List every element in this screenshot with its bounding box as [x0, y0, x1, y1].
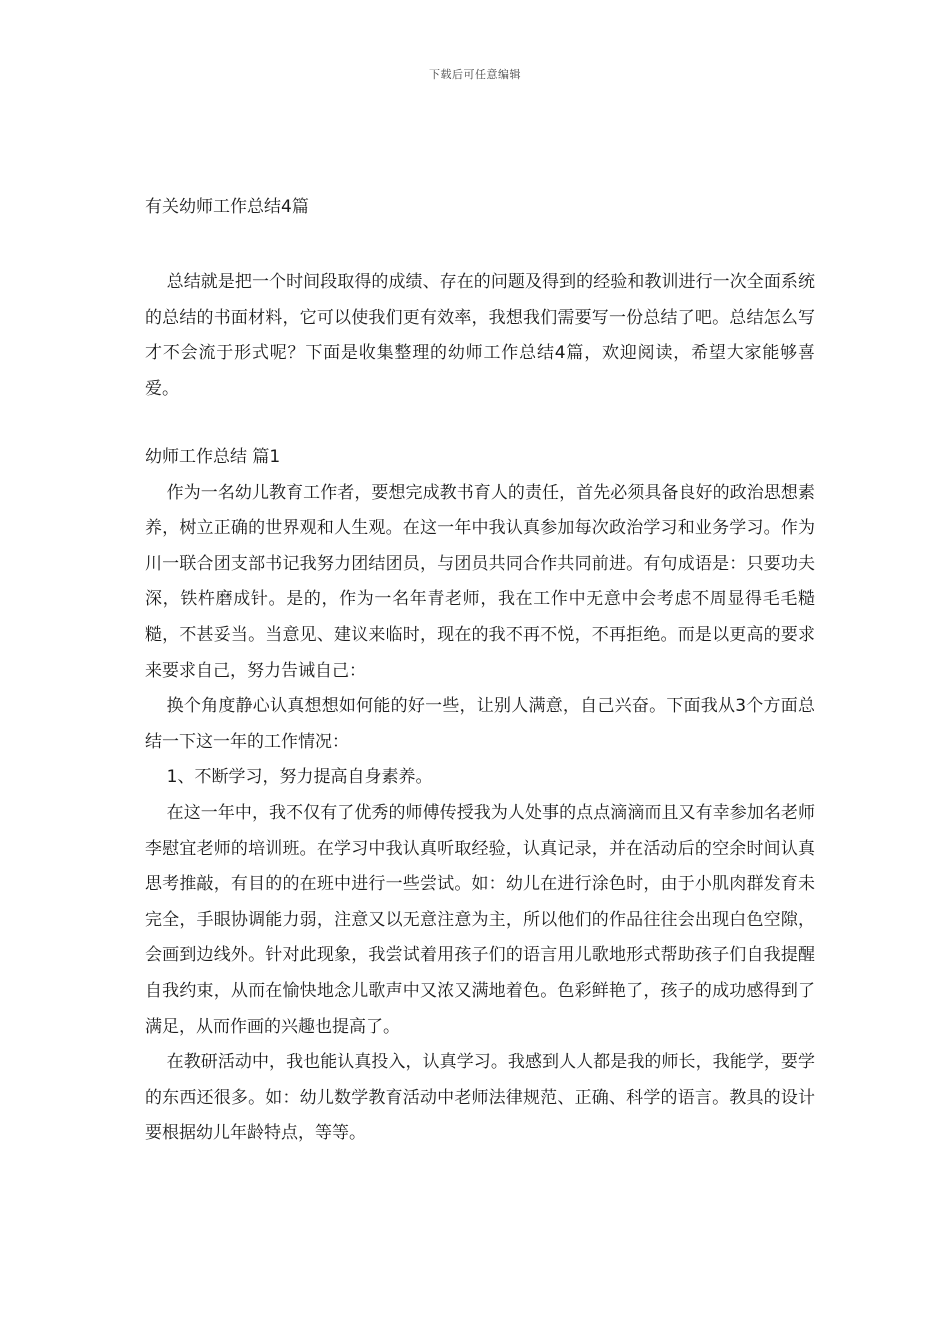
section-heading: 幼师工作总结 篇1	[145, 447, 281, 467]
header-note: 下载后可任意编辑	[429, 68, 521, 81]
section-1	[145, 440, 815, 1152]
intro-paragraph: 总结就是把一个时间段取得的成绩、存在的问题及得到的经验和教训进行一次全面系统的总结的书面材料，它可以使我们更有效率，我想我们需要写一份总结了吧。总结怎么写才不会流于形式呢？下面是收集整理的幼师工作总结4篇，欢迎阅读，希望大家能够喜爱。	[145, 272, 815, 399]
paragraph-3: 1、不断学习，努力提高自身素养。	[166, 767, 433, 788]
paragraph-2: 换个角度静心认真想想如何能的好一些，让别人满意，自己兴奋。下面我从3个方面总结一下这一年的工作情况：	[145, 696, 815, 752]
paragraph-1: 作为一名幼儿教育工作者，要想完成教书育人的责任，首先必须具备良好的政治思想素养，树立正确的世界观和人生观。在这一年中我认真参加每次政治学习和业务学习。作为川一联合团支部书记我努力团结团员，与团员共同合作共同前进。有句成语是：只要功夫深，铁杵磨成针。是的，作为一名年青老师，我在工作中无意中会考虑不周显得毛毛糙糙，不甚妥当。当意见、建议来临时，现在的我不再不悦，不再拒绝。而是以更高的要求来要求自己，努力告诫自己：	[145, 482, 815, 681]
document-title: 有关幼师工作总结4篇	[145, 197, 309, 217]
paragraph-5: 在教研活动中，我也能认真投入，认真学习。我感到人人都是我的师长，我能学，要学的东西还很多。如：幼儿数学教育活动中老师法律规范、正确、科学的语言。教具的设计要根据幼儿年龄特点，等等。	[145, 1052, 815, 1144]
intro-block	[145, 265, 815, 407]
paragraph-4: 在这一年中，我不仅有了优秀的师傅传授我为人处事的点点滴滴而且又有幸参加名老师李慰宜老师的培训班。在学习中我认真听取经验，认真记录，并在活动后的空余时间认真思考推敲，有目的的在班中进行一些尝试。如：幼儿在进行涂色时，由于小肌肉群发育未完全，手眼协调能力弱，注意又以无意注意为主，所以他们的作品往往会出现白色空隙，会画到边线外。针对此现象，我尝试着用孩子们的语言用儿歌地形式帮助孩子们自我提醒自我约束，从而在愉快地念儿歌声中又浓又满地着色。色彩鲜艳了，孩子的成功感得到了满足，从而作画的兴趣也提高了。	[145, 802, 815, 1037]
